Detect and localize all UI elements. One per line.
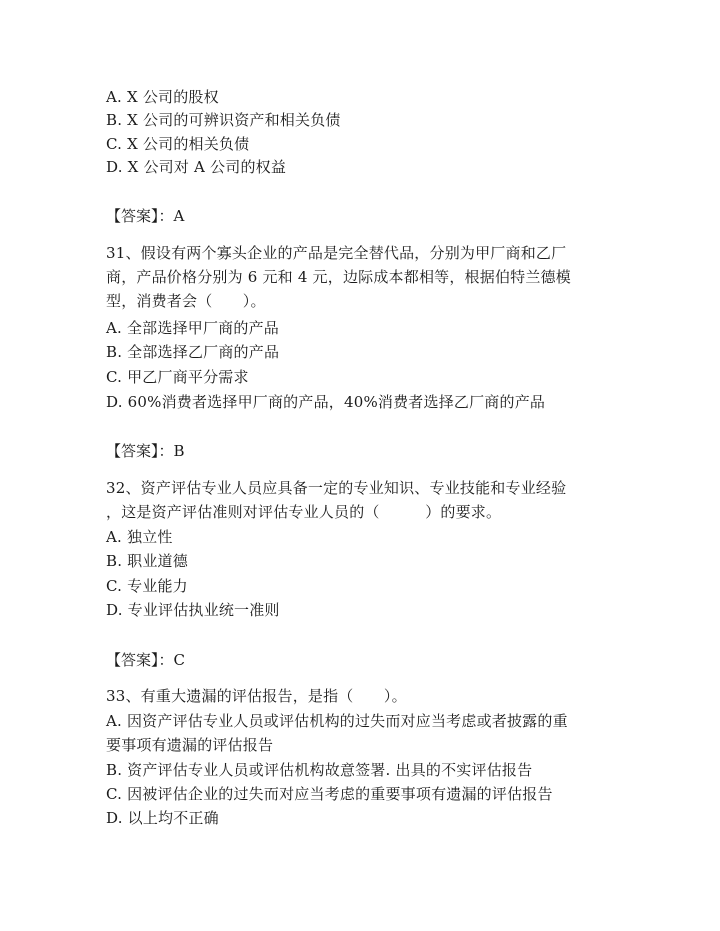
q32-option-d: D. 专业评估执业统一准则: [106, 601, 280, 619]
q31-stem-line-2: 商，产品价格分别为 6 元和 4 元，边际成本都相等，根据伯特兰德模: [106, 268, 571, 286]
q33-option-c: C. 因被评估企业的过失而对应当考虑的重要事项有遗漏的评估报告: [106, 785, 553, 803]
q32-option-c: C. 专业能力: [106, 577, 188, 595]
q31-option-d: D. 60%消费者选择甲厂商的产品，40%消费者选择乙厂商的产品: [106, 393, 546, 411]
q30-option-a: A. X 公司的股权: [106, 88, 219, 106]
q31-option-a: A. 全部选择甲厂商的产品: [106, 319, 279, 337]
q32-stem-line-1: 32、资产评估专业人员应具备一定的专业知识、专业技能和专业经验: [106, 479, 567, 497]
q33-option-b: B. 资产评估专业人员或评估机构故意签署. 出具的不实评估报告: [106, 761, 533, 779]
q32-stem-line-2: ，这是资产评估准则对评估专业人员的（ ）的要求。: [106, 503, 502, 521]
q33-stem-line-1: 33、有重大遗漏的评估报告，是指（ ）。: [106, 687, 407, 705]
q31-stem-line-1: 31、假设有两个寡头企业的产品是完全替代品，分别为甲厂商和乙厂: [106, 244, 567, 262]
q31-option-b: B. 全部选择乙厂商的产品: [106, 343, 280, 361]
q31-option-c: C. 甲乙厂商平分需求: [106, 368, 249, 386]
q32-option-b: B. 职业道德: [106, 552, 188, 570]
q33-option-a-line-2: 要事项有遗漏的评估报告: [106, 736, 274, 754]
q30-option-d: D. X 公司对 A 公司的权益: [106, 158, 287, 176]
q31-answer: 【答案】：B: [106, 442, 185, 460]
q33-option-a-line-1: A. 因资产评估专业人员或评估机构的过失而对应当考虑或者披露的重: [106, 712, 568, 730]
q32-answer: 【答案】：C: [106, 651, 185, 669]
q30-option-b: B. X 公司的可辨识资产和相关负债: [106, 111, 341, 129]
q30-answer: 【答案】：A: [106, 207, 185, 225]
q31-stem-line-3: 型，消费者会（ ）。: [106, 292, 266, 310]
q30-option-c: C. X 公司的相关负债: [106, 135, 250, 153]
q33-option-d: D. 以上均不正确: [106, 809, 219, 827]
q32-option-a: A. 独立性: [106, 528, 173, 546]
